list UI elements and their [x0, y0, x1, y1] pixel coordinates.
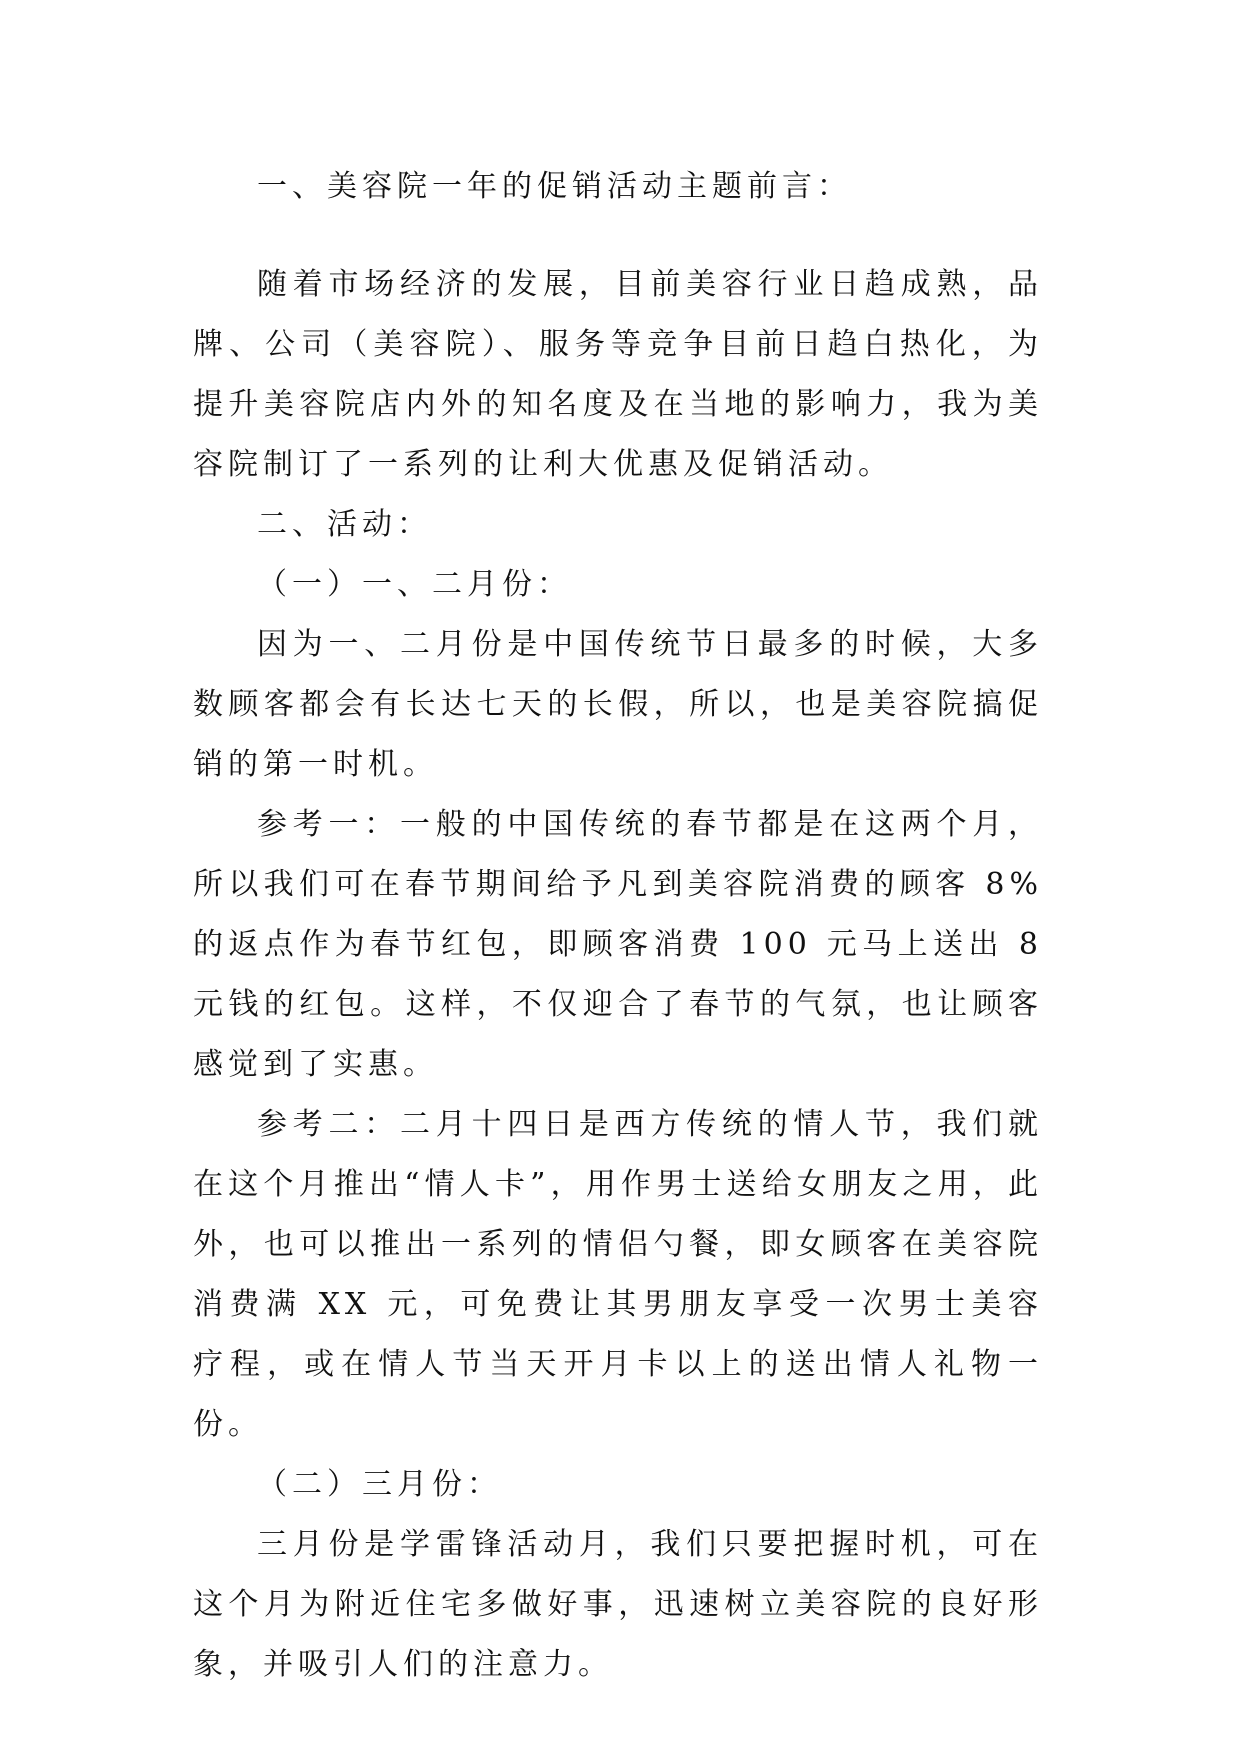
- paragraph-march: 三月份是学雷锋活动月，我们只要把握时机，可在这个月为附近住宅多做好事，迅速树立美容院的良好形象，并吸引人们的注意力。: [193, 1527, 1043, 1682]
- section-heading-preface: 一、美容院一年的促销活动主题前言：: [257, 169, 852, 204]
- subheading-jan-feb: （一）一、二月份：: [257, 567, 572, 602]
- paragraph-intro: 随着市场经济的发展，目前美容行业日趋成熟，品牌、公司（美容院）、服务等竞争目前日趋白热化，为提升美容院店内外的知名度及在当地的影响力，我为美容院制订了一系列的让利大优惠及促销活动。: [193, 267, 1043, 482]
- subheading-march: （二）三月份：: [257, 1467, 502, 1502]
- document-body: [193, 157, 1043, 1695]
- paragraph-reference-one: 参考一：一般的中国传统的春节都是在这两个月，所以我们可在春节期间给予凡到美容院消费的顾客 8%的返点作为春节红包，即顾客消费 100 元马上送出 8 元钱的红包。这样，不仅迎合了春节的气氛，也让顾客感觉到了实惠。: [193, 807, 1043, 1082]
- paragraph-jan-feb: 因为一、二月份是中国传统节日最多的时候，大多数顾客都会有长达七天的长假，所以，也是美容院搞促销的第一时机。: [193, 627, 1043, 782]
- paragraph-reference-two: 参考二：二月十四日是西方传统的情人节，我们就在这个月推出“情人卡”，用作男士送给女朋友之用，此外，也可以推出一系列的情侣勺餐，即女顾客在美容院消费满 XX 元，可免费让其男朋友享受一次男士美容疗程，或在情人节当天开月卡以上的送出情人礼物一份。: [193, 1107, 1043, 1442]
- section-heading-activities: 二、活动：: [257, 507, 432, 542]
